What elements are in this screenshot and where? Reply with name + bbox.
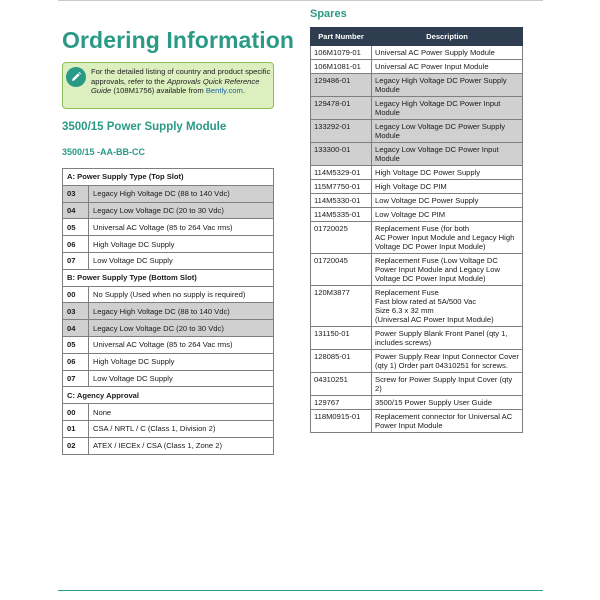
pencil-icon xyxy=(66,67,86,87)
table-row xyxy=(311,350,523,373)
order-code: 3500/15 -AA-BB-CC xyxy=(62,147,146,157)
table-row xyxy=(63,236,274,253)
part-number: 01720045 xyxy=(311,254,372,286)
option-code: 05 xyxy=(63,336,89,353)
part-number: 118M0915-01 xyxy=(311,410,372,433)
option-description: CSA / NRTL / C (Class 1, Division 2) xyxy=(89,420,274,437)
option-description: High Voltage DC Supply xyxy=(89,353,274,370)
option-code: 07 xyxy=(63,370,89,387)
option-description: Low Voltage DC Supply xyxy=(89,252,274,269)
table-row xyxy=(311,410,523,433)
bently-link[interactable]: Bently.com xyxy=(205,86,243,96)
table-row xyxy=(311,327,523,350)
option-description: Universal AC Voltage (85 to 264 Vac rms) xyxy=(89,336,274,353)
part-description: Legacy High Voltage DC Power Input Module xyxy=(372,97,523,120)
option-description: Low Voltage DC Supply xyxy=(89,370,274,387)
module-title: 3500/15 Power Supply Module xyxy=(62,121,227,133)
option-code: 01 xyxy=(63,420,89,437)
table-row xyxy=(311,373,523,396)
part-description: Replacement connector for Universal AC Power Input Module xyxy=(372,410,523,433)
part-number: 106M1081-01 xyxy=(311,60,372,74)
option-description: Legacy High Voltage DC (88 to 140 Vdc) xyxy=(89,303,274,320)
table-row xyxy=(63,404,274,421)
part-number: 04310251 xyxy=(311,373,372,396)
option-code: 06 xyxy=(63,236,89,253)
section-row xyxy=(63,269,274,286)
table-row xyxy=(311,286,523,327)
part-description: Universal AC Power Supply Module xyxy=(372,46,523,60)
table-row xyxy=(311,143,523,166)
part-description: Legacy High Voltage DC Power Supply Module xyxy=(372,74,523,97)
table-row xyxy=(63,370,274,387)
table-row xyxy=(311,254,523,286)
table-row xyxy=(311,97,523,120)
part-description: Universal AC Power Input Module xyxy=(372,60,523,74)
part-description: Replacement Fuse (for both AC Power Input Module and Legacy High Voltage DC Power Input Module) xyxy=(372,222,523,254)
table-row xyxy=(311,46,523,60)
part-description: Low Voltage DC Power Supply xyxy=(372,194,523,208)
part-number: 129767 xyxy=(311,396,372,410)
part-number: 120M3877 xyxy=(311,286,372,327)
section-label: A: Power Supply Type (Top Slot) xyxy=(63,169,274,186)
table-row xyxy=(311,166,523,180)
table-row xyxy=(63,303,274,320)
table-row xyxy=(63,252,274,269)
part-description: 3500/15 Power Supply User Guide xyxy=(372,396,523,410)
option-code: 05 xyxy=(63,219,89,236)
option-code: 00 xyxy=(63,286,89,303)
note-box xyxy=(62,62,274,109)
option-code: 02 xyxy=(63,437,89,454)
option-description: High Voltage DC Supply xyxy=(89,236,274,253)
table-row xyxy=(63,437,274,454)
part-description: Legacy Low Voltage DC Power Supply Module xyxy=(372,120,523,143)
section-label: B: Power Supply Type (Bottom Slot) xyxy=(63,269,274,286)
bottom-rule xyxy=(58,590,543,591)
part-description: Replacement Fuse (Low Voltage DC Power Input Module and Legacy Low Voltage DC Power Input Module) xyxy=(372,254,523,286)
table-row xyxy=(63,336,274,353)
option-code: 00 xyxy=(63,404,89,421)
option-code: 04 xyxy=(63,202,89,219)
part-number: 115M7750-01 xyxy=(311,180,372,194)
note-text: For the detailed listing of country and product specific approvals, refer to the Approvals Quick Reference Guide (108M1756) available from Bently.com. xyxy=(91,67,271,96)
table-row xyxy=(311,180,523,194)
part-number: 01720025 xyxy=(311,222,372,254)
table-row xyxy=(63,420,274,437)
option-code: 07 xyxy=(63,252,89,269)
option-description: Universal AC Voltage (85 to 264 Vac rms) xyxy=(89,219,274,236)
table-row xyxy=(311,120,523,143)
part-number: 114M5329-01 xyxy=(311,166,372,180)
option-code: 03 xyxy=(63,185,89,202)
table-row xyxy=(63,353,274,370)
option-description: Legacy High Voltage DC (88 to 140 Vdc) xyxy=(89,185,274,202)
option-description: Legacy Low Voltage DC (20 to 30 Vdc) xyxy=(89,320,274,337)
part-number: 129478-01 xyxy=(311,97,372,120)
table-row xyxy=(311,74,523,97)
option-description: ATEX / IECEx / CSA (Class 1, Zone 2) xyxy=(89,437,274,454)
option-code: 06 xyxy=(63,353,89,370)
ordering-table xyxy=(62,168,274,455)
spares-title: Spares xyxy=(310,8,347,20)
table-row xyxy=(311,222,523,254)
part-number: 114M5335-01 xyxy=(311,208,372,222)
part-number: 129486-01 xyxy=(311,74,372,97)
part-description: Legacy Low Voltage DC Power Input Module xyxy=(372,143,523,166)
table-row xyxy=(63,202,274,219)
page-title: Ordering Information xyxy=(62,27,294,53)
section-label: C: Agency Approval xyxy=(63,387,274,404)
part-number: 133292-01 xyxy=(311,120,372,143)
table-row xyxy=(63,320,274,337)
part-description: High Voltage DC PIM xyxy=(372,180,523,194)
option-description: No Supply (Used when no supply is required) xyxy=(89,286,274,303)
part-description: Low Voltage DC PIM xyxy=(372,208,523,222)
table-row xyxy=(63,185,274,202)
section-row xyxy=(63,169,274,186)
table-row xyxy=(311,396,523,410)
part-description: Power Supply Rear Input Connector Cover (qty 1) Order part 04310251 for screws. xyxy=(372,350,523,373)
option-description: Legacy Low Voltage DC (20 to 30 Vdc) xyxy=(89,202,274,219)
option-description: None xyxy=(89,404,274,421)
part-description: Power Supply Blank Front Panel (qty 1, includes screws) xyxy=(372,327,523,350)
table-row xyxy=(63,286,274,303)
part-description: Replacement Fuse Fast blow rated at 5A/500 Vac Size 6.3 x 32 mm (Universal AC Power Input Module) xyxy=(372,286,523,327)
header-part-number: Part Number xyxy=(311,28,372,46)
part-number: 131150-01 xyxy=(311,327,372,350)
table-row xyxy=(311,194,523,208)
section-row xyxy=(63,387,274,404)
part-number: 128085-01 xyxy=(311,350,372,373)
part-number: 114M5330-01 xyxy=(311,194,372,208)
header-description: Description xyxy=(372,28,523,46)
table-row xyxy=(311,208,523,222)
part-description: High Voltage DC Power Supply xyxy=(372,166,523,180)
table-row xyxy=(311,60,523,74)
part-number: 133300-01 xyxy=(311,143,372,166)
part-description: Screw for Power Supply Input Cover (qty 2) xyxy=(372,373,523,396)
table-row xyxy=(63,219,274,236)
option-code: 04 xyxy=(63,320,89,337)
spares-table xyxy=(310,27,523,433)
option-code: 03 xyxy=(63,303,89,320)
top-rule xyxy=(58,0,543,1)
part-number: 106M1079-01 xyxy=(311,46,372,60)
